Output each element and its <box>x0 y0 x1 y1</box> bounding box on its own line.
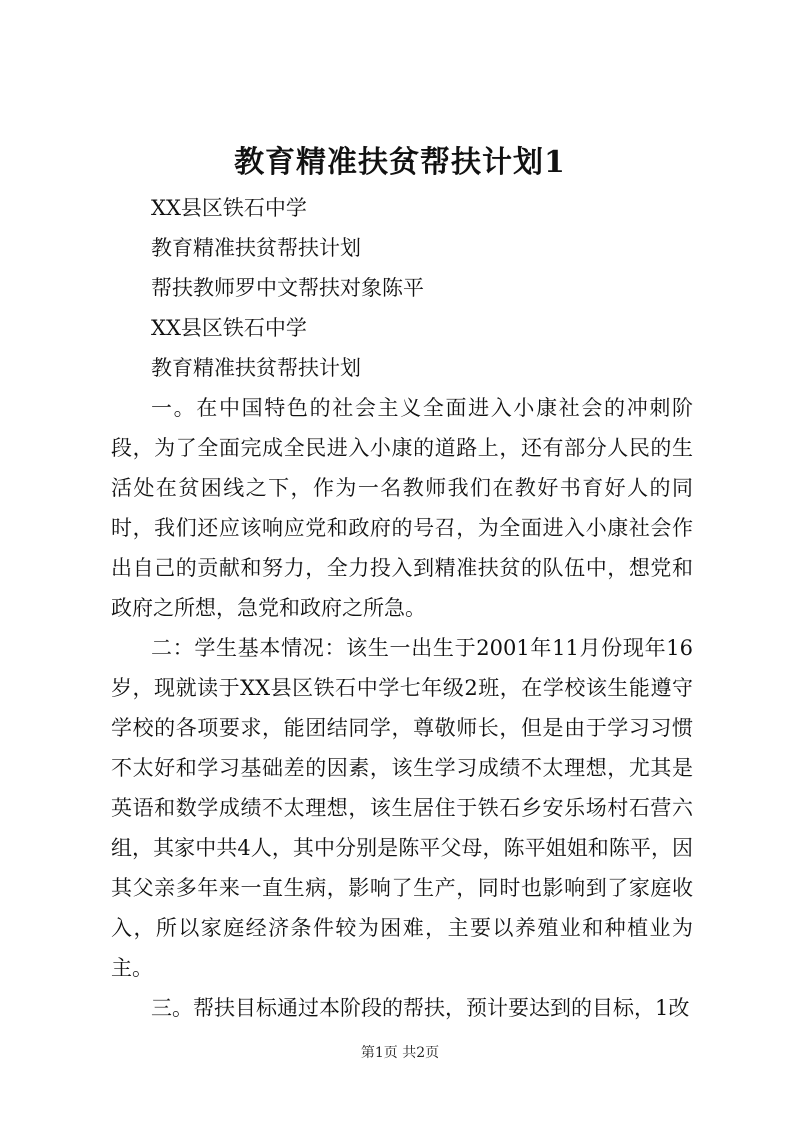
paragraph-student-info: 二：学生基本情况：该生一出生于2001年11月份现年16岁，现就读于XX县区铁石中学七年级2班，在学校该生能遵守学校的各项要求，能团结同学，尊敬师长，但是由于学习习惯不太好和学习基础差的因素，该生学习成绩不太理想，尤其是英语和数学成绩不太理想，该生居住于铁石乡安乐场村石营六组，其家中共4人，其中分别是陈平父母，陈平姐姐和陈平，因其父亲多年来一直生病，影响了生产，同时也影响到了家庭收入，所以家庭经济条件较为困难，主要以养殖业和种植业为主。 <box>111 636 693 980</box>
teacher-student-line: 帮扶教师罗中文帮扶对象陈平 <box>151 276 424 300</box>
school-name-line-repeat: XX县区铁石中学 <box>151 316 307 340</box>
document-title: 教育精准扶贫帮扶计划1 <box>234 145 566 180</box>
school-name-line: XX县区铁石中学 <box>151 196 307 220</box>
page-number-footer: 第1页 共2页 <box>360 1045 440 1061</box>
paragraph-purpose: 一。在中国特色的社会主义全面进入小康社会的冲刺阶段，为了全面完成全民进入小康的道路上，还有部分人民的生活处在贫困线之下，作为一名教师我们在教好书育好人的同时，我们还应该响应党和政府的号召，为全面进入小康社会作出自己的贡献和努力，全力投入到精准扶贫的队伍中，想党和政府之所想，急党和政府之所急。 <box>111 396 693 620</box>
document-body <box>111 188 693 1028</box>
paragraph-goals: 三。帮扶目标通过本阶段的帮扶，预计要达到的目标，1改 <box>151 996 690 1020</box>
plan-name-line-repeat: 教育精准扶贫帮扶计划 <box>151 356 361 380</box>
plan-name-line: 教育精准扶贫帮扶计划 <box>151 236 361 260</box>
